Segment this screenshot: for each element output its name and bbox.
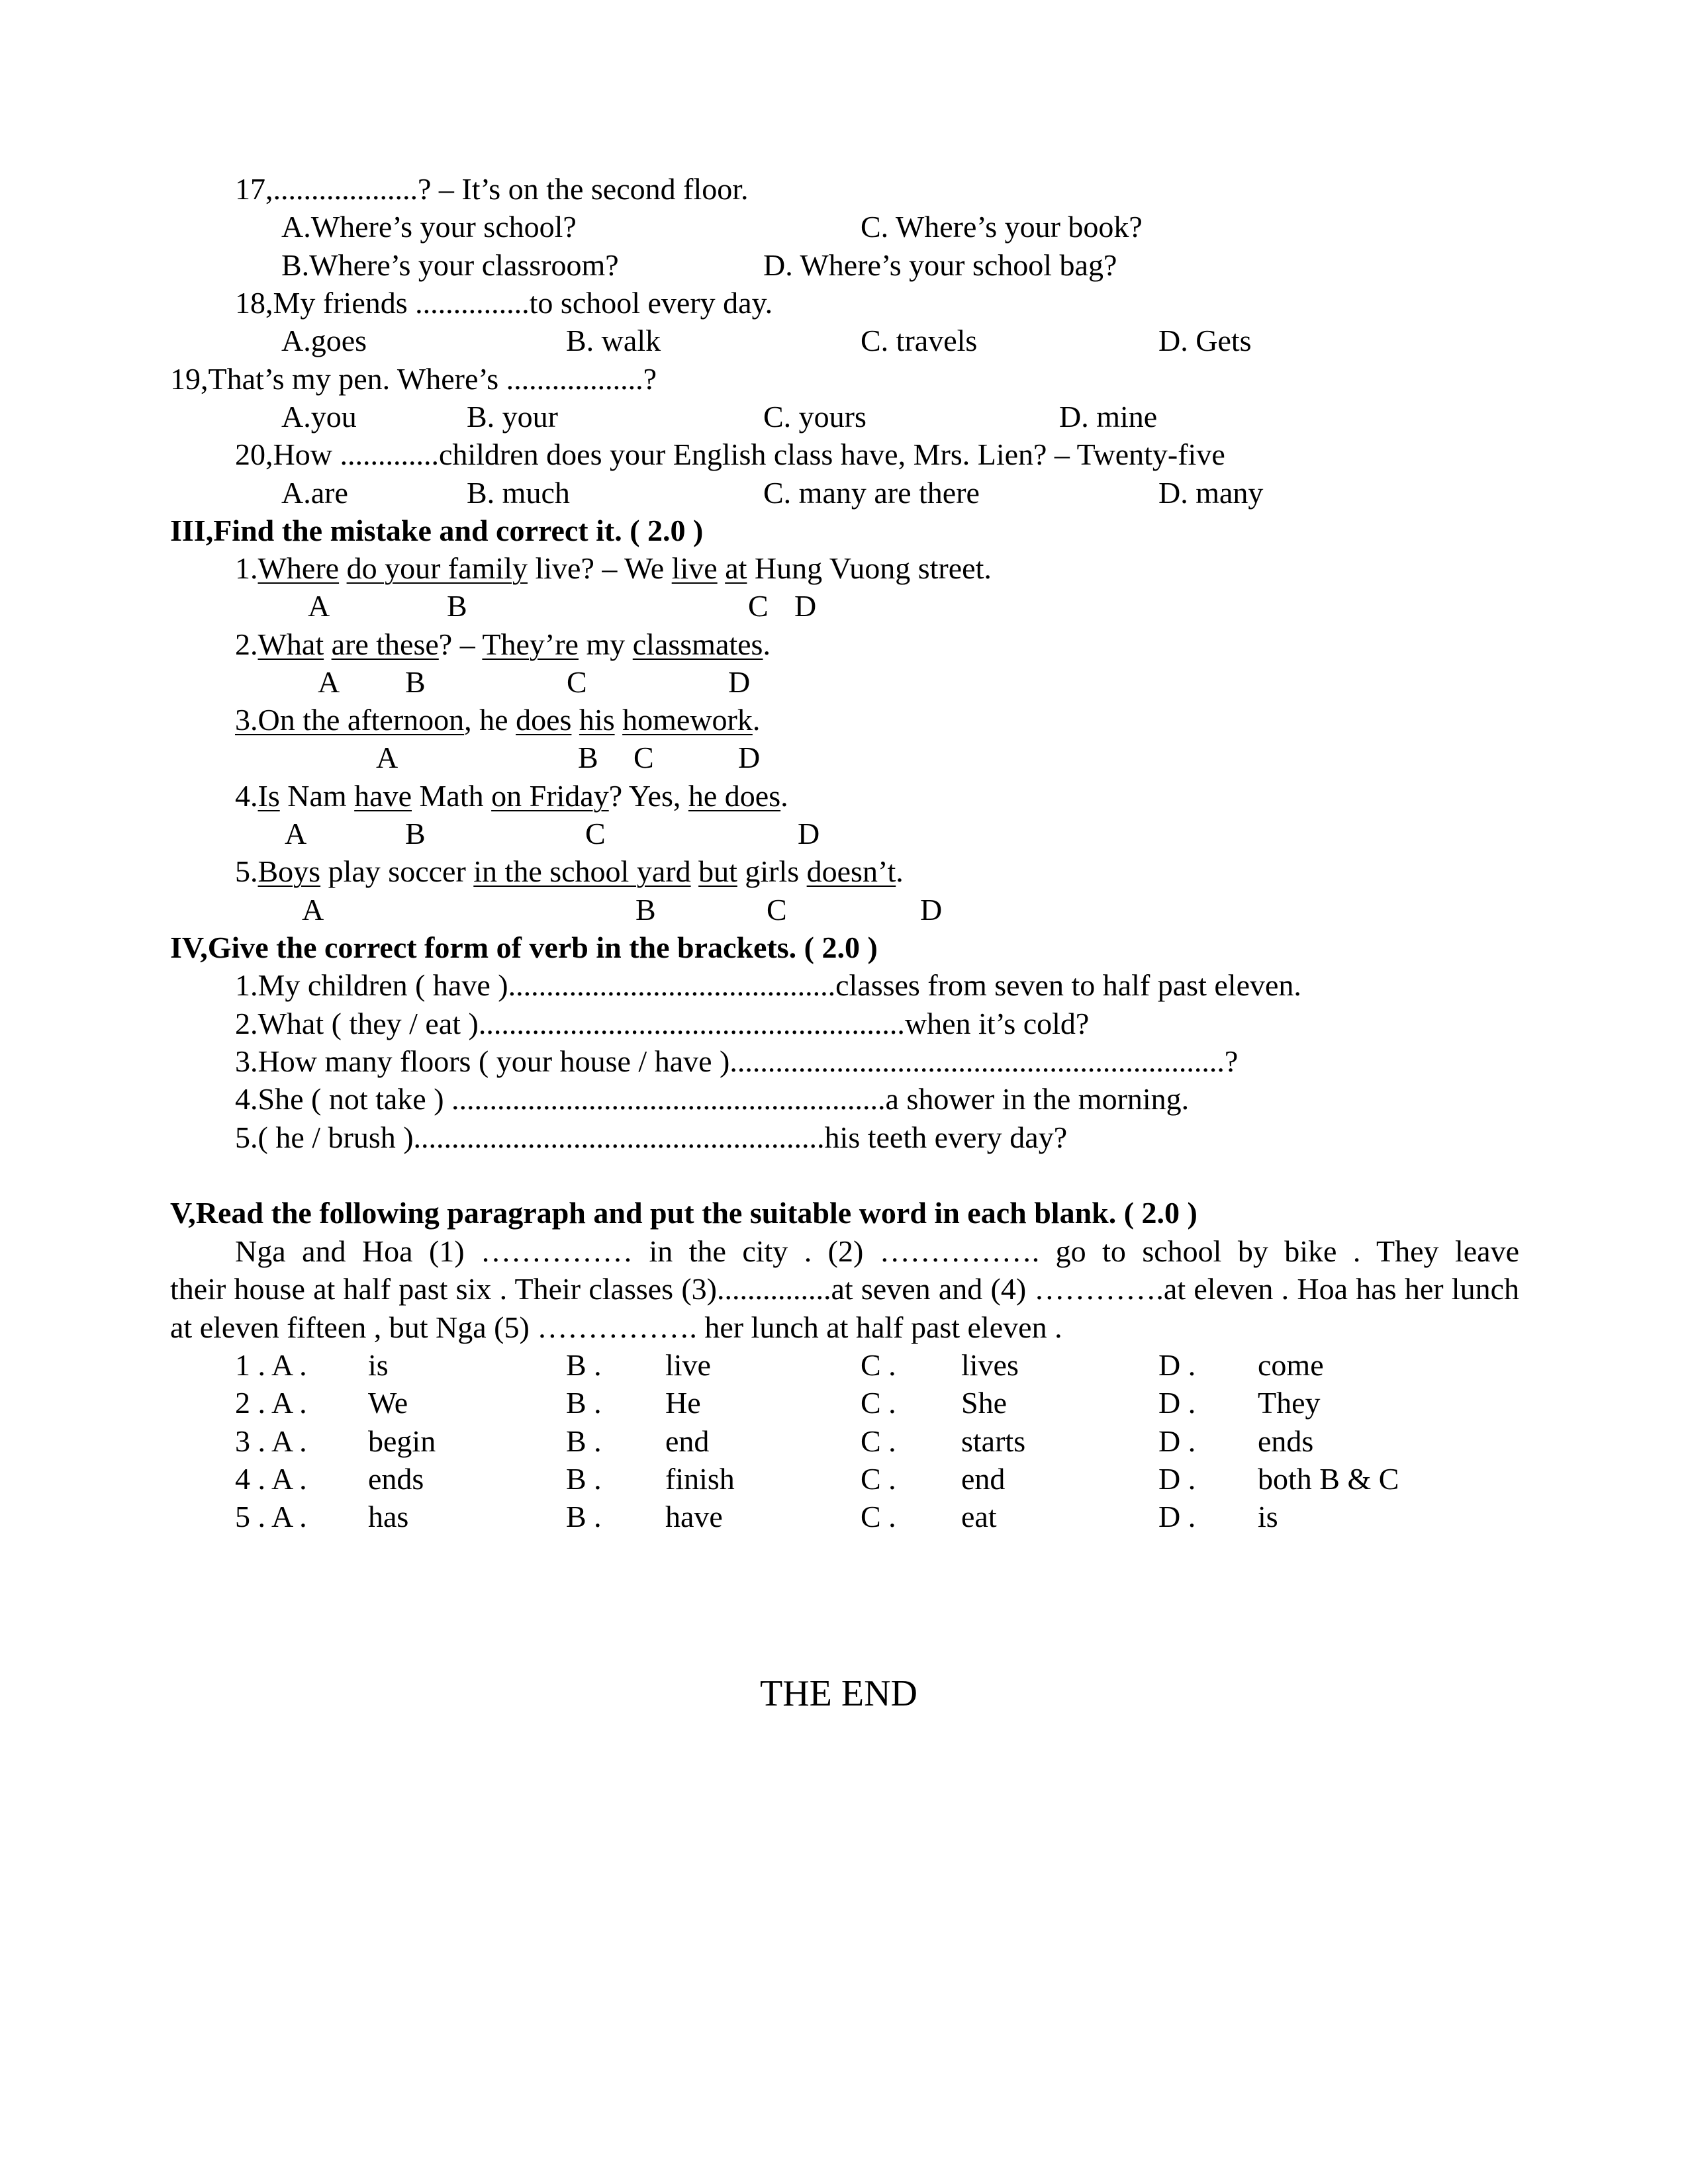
option-row-2-a: We <box>368 1386 408 1420</box>
q17-option-d: D. Where’s your school bag? <box>763 248 1117 282</box>
option-row-2-b-label: B . <box>566 1386 602 1420</box>
q19-option-d: D. mine <box>1059 400 1158 433</box>
option-row-5-b-label: B . <box>566 1500 602 1533</box>
q18-option-b: B. walk <box>566 324 661 357</box>
q20-stem: 20,How .............children does your English class have, Mrs. Lien? – Twenty-five <box>235 437 1225 471</box>
mistake-3-label-a: A <box>376 741 399 774</box>
q19-option-b: B. your <box>467 400 558 433</box>
option-row-3-number: 3 . A . <box>235 1424 307 1458</box>
option-row-3-c-label: C . <box>861 1424 896 1458</box>
mistake-4-label-d: D <box>798 817 820 850</box>
q18-option-a: A.goes <box>281 324 367 357</box>
q17-option-a: A.Where’s your school? <box>281 210 577 244</box>
option-row-4-b-label: B . <box>566 1462 602 1496</box>
option-row-3-d: ends <box>1258 1424 1314 1458</box>
reading-paragraph-rest: their house at half past six . Their classes (3)...............at seven and (4) ………….at eleven . Hoa has her lunch at eleven fifteen , but Nga (5) ……………. her lunch at half past eleven . <box>170 1272 1519 1344</box>
verb-item-3: 3.How many floors ( your house / have ).................................................................? <box>235 1044 1239 1078</box>
q19-stem: 19,That’s my pen. Where’s ..................? <box>170 362 657 396</box>
mistake-1-label-d: D <box>794 589 817 623</box>
mistake-5-label-c: C <box>767 893 787 927</box>
mistake-sentence-1: 1.Where do your family live? – We live at Hung Vuong street. <box>235 551 992 585</box>
option-row-2-number: 2 . A . <box>235 1386 307 1420</box>
mistake-sentence-2: 2.What are these? – They’re my classmates. <box>235 627 771 661</box>
option-row-5-c: eat <box>961 1500 997 1533</box>
section3-heading: III,Find the mistake and correct it. ( 2.0 ) <box>170 514 704 547</box>
option-row-2-b: He <box>665 1386 701 1420</box>
mistake-sentence-4: 4.Is Nam have Math on Friday? Yes, he does. <box>235 779 788 813</box>
q20-option-b: B. much <box>467 476 570 510</box>
option-row-3-b-label: B . <box>566 1424 602 1458</box>
section5-heading: V,Read the following paragraph and put the suitable word in each blank. ( 2.0 ) <box>170 1196 1197 1230</box>
option-row-2-c: She <box>961 1386 1007 1420</box>
mistake-1-label-c: C <box>748 589 769 623</box>
mistake-5-label-a: A <box>302 893 324 927</box>
q20-option-d: D. many <box>1158 476 1264 510</box>
q18-option-d: D. Gets <box>1158 324 1252 357</box>
option-row-5-number: 5 . A . <box>235 1500 307 1533</box>
option-row-4-d: both B & C <box>1258 1462 1399 1496</box>
verb-item-1: 1.My children ( have )...........................................classes from seven to half past eleven. <box>235 968 1301 1002</box>
mistake-5-label-d: D <box>920 893 943 927</box>
option-row-3-b: end <box>665 1424 710 1458</box>
mistake-1-label-b: B <box>447 589 467 623</box>
option-row-5-d-label: D . <box>1158 1500 1196 1533</box>
option-row-5-d: is <box>1258 1500 1278 1533</box>
option-row-4-b: finish <box>665 1462 735 1496</box>
mistake-3-label-c: C <box>633 741 654 774</box>
option-row-2-c-label: C . <box>861 1386 896 1420</box>
option-row-4-a: ends <box>368 1462 424 1496</box>
the-end-text: THE END <box>760 1673 917 1714</box>
option-row-3-c: starts <box>961 1424 1026 1458</box>
mistake-2-label-b: B <box>405 665 426 699</box>
mistake-sentence-3: 3.On the afternoon, he does his homework. <box>235 703 761 737</box>
section4-heading: IV,Give the correct form of verb in the brackets. ( 2.0 ) <box>170 931 878 964</box>
q17-option-b: B.Where’s your classroom? <box>281 248 619 282</box>
option-row-5-c-label: C . <box>861 1500 896 1533</box>
option-row-1-number: 1 . A . <box>235 1348 307 1382</box>
option-row-1-c: lives <box>961 1348 1019 1382</box>
mistake-1-label-a: A <box>308 589 330 623</box>
q20-option-a: A.are <box>281 476 348 510</box>
mistake-4-label-c: C <box>585 817 606 850</box>
option-row-4-d-label: D . <box>1158 1462 1196 1496</box>
option-row-5-a: has <box>368 1500 409 1533</box>
mistake-3-label-b: B <box>578 741 598 774</box>
option-row-1-d: come <box>1258 1348 1324 1382</box>
mistake-5-label-b: B <box>635 893 656 927</box>
q17-option-c: C. Where’s your book? <box>861 210 1143 244</box>
option-row-1-c-label: C . <box>861 1348 896 1382</box>
option-row-1-a: is <box>368 1348 389 1382</box>
q20-option-c: C. many are there <box>763 476 980 510</box>
q18-stem: 18,My friends ...............to school every day. <box>235 286 773 320</box>
q17-stem: 17,...................? – It’s on the second floor. <box>235 172 749 206</box>
q19-option-c: C. yours <box>763 400 867 433</box>
mistake-sentence-5: 5.Boys play soccer in the school yard but girls doesn’t. <box>235 854 904 888</box>
option-row-5-b: have <box>665 1500 723 1533</box>
mistake-2-label-a: A <box>318 665 340 699</box>
option-row-4-c: end <box>961 1462 1006 1496</box>
mistake-4-label-b: B <box>405 817 426 850</box>
verb-item-4: 4.She ( not take ) .........................................................a shower in the morning. <box>235 1082 1190 1116</box>
mistake-4-label-a: A <box>285 817 307 850</box>
option-row-3-a: begin <box>368 1424 436 1458</box>
option-row-3-d-label: D . <box>1158 1424 1196 1458</box>
q19-option-a: A.you <box>281 400 357 433</box>
verb-item-2: 2.What ( they / eat )........................................................when it’s cold? <box>235 1007 1090 1040</box>
option-row-4-number: 4 . A . <box>235 1462 307 1496</box>
reading-paragraph-line-1: Nga and Hoa (1) …………… in the city . (2) ……………. go to school by bike . They leave <box>235 1234 1519 1268</box>
option-row-2-d-label: D . <box>1158 1386 1196 1420</box>
q18-option-c: C. travels <box>861 324 978 357</box>
option-row-4-c-label: C . <box>861 1462 896 1496</box>
option-row-2-d: They <box>1258 1386 1321 1420</box>
option-row-1-b-label: B . <box>566 1348 602 1382</box>
mistake-3-label-d: D <box>738 741 761 774</box>
verb-item-5: 5.( he / brush )......................................................his teeth every day? <box>235 1120 1068 1154</box>
mistake-2-label-d: D <box>728 665 751 699</box>
option-row-1-b: live <box>665 1348 711 1382</box>
option-row-1-d-label: D . <box>1158 1348 1196 1382</box>
mistake-2-label-c: C <box>567 665 587 699</box>
